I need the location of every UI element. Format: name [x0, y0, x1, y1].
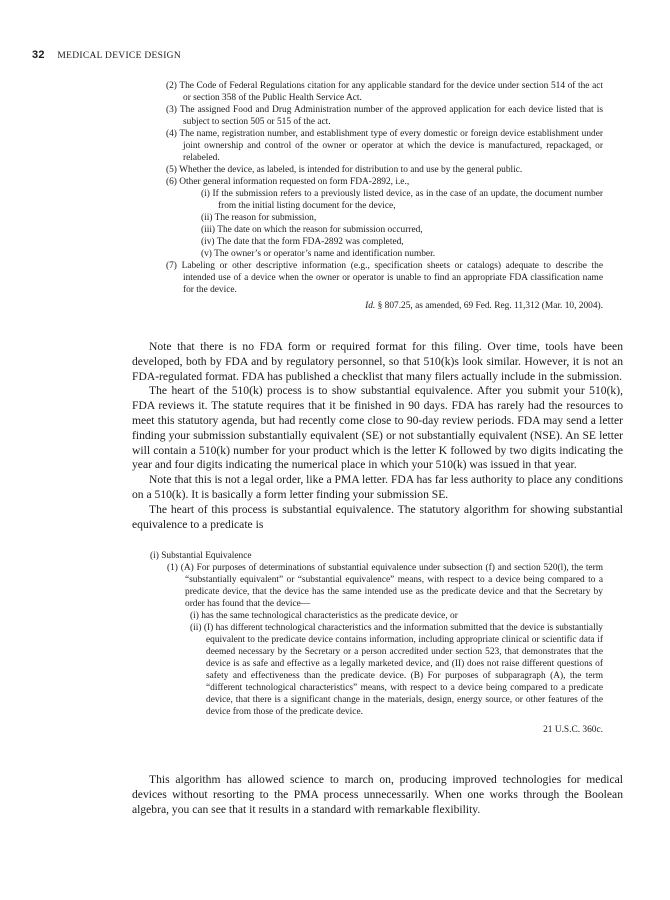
statute-sub-item: (ii) (I) has different technological characteristics and the information submitted that the device is substantially equivalent to the predicate device contains information, including appropriate clinical or scientific data if deemed necessary by the Secretary or a person accredited under section 523, that demonstrates that the device is as safe and effective as a legally marketed device, and (II) does not raise different questions of safety and effectiveness than the predicate device. (B) For purposes of subparagraph (A), the term “different technological characteristics” means, with respect to a device being compared to a predicate device, that there is a significant change in the materials, design, energy source, or other features of the device from those of the predicate device.: [190, 623, 603, 717]
extract-item: (7) Labeling or other descriptive information (e.g., specification sheets or catalogs) adequate to describe the intended use of a device when the owner or operator is unable to find an appropriate FDA classification name for the device.: [166, 261, 603, 295]
statute-citation: 21 U.S.C. 360c.: [543, 725, 603, 735]
statute-title: (i) Substantial Equivalence: [150, 551, 252, 561]
closing-section: [132, 773, 623, 817]
regulation-extract: [166, 80, 603, 321]
extract-sub-item: (i) If the submission refers to a previously listed device, as in the case of an update, the document number from the initial listing document for the device,: [201, 189, 603, 211]
extract-sub-item: (iii) The date on which the reason for submission occurred,: [201, 225, 423, 235]
citation-text: § 807.25, as amended, 69 Fed. Reg. 11,312 (Mar. 10, 2004).: [377, 301, 603, 311]
page-header: [32, 49, 181, 61]
extract-sub-item: (ii) The reason for submission,: [201, 213, 317, 223]
statute-extract: [150, 550, 603, 745]
extract-item: (3) The assigned Food and Drug Administration number of the approved application for each device listed that is subject to section 505 or 515 of the act.: [166, 105, 603, 127]
body-paragraph: This algorithm has allowed science to march on, producing improved technologies for medical devices without resorting to the PMA process unnecessarily. When one works through the Boolean algebra, you can see that it results in a standard with remarkable flexibility.: [132, 773, 623, 816]
running-head: MEDICAL DEVICE DESIGN: [57, 51, 181, 61]
extract-sub-item: (v) The owner’s or operator’s name and identification number.: [201, 249, 436, 259]
extract-citation: [166, 300, 603, 312]
body-paragraph: Note that there is no FDA form or required format for this filing. Over time, tools have been developed, both by FDA and by regulatory personnel, so that 510(k)s look similar. However, it is not an FDA-regulated format. FDA has published a checklist that many filers actually include in the submission.: [132, 340, 623, 383]
body-paragraph: The heart of the 510(k) process is to show substantial equivalence. After you submit your 510(k), FDA reviews it. The statute requires that it be finished in 90 days. FDA has rarely had the resources to meet this statutory agenda, but had recently come close to 90-day review periods. FDA may send a letter finding your submission substantially equivalent (SE) or not substantially equivalent (NSE). An SE letter will contain a 510(k) number for your product which is the letter K followed by two digits indicating the year and four digits indicating the numerical place in which your 510(k) was issued in that year.: [132, 384, 623, 472]
citation-id: Id.: [365, 301, 376, 311]
statute-sub-item: (i) has the same technological characteristics as the predicate device, or: [190, 611, 458, 621]
extract-sub-item: (iv) The date that the form FDA-2892 was completed,: [201, 237, 404, 247]
body-paragraph: Note that this is not a legal order, like a PMA letter. FDA has far less authority to place any conditions on a 510(k). It is basically a form letter finding your submission SE.: [132, 473, 623, 501]
body-paragraph: The heart of this process is substantial equivalence. The statutory algorithm for showing substantial equivalence to a predicate is: [132, 502, 623, 531]
extract-item: (5) Whether the device, as labeled, is intended for distribution to and use by the general public.: [166, 165, 523, 175]
extract-item: (2) The Code of Federal Regulations citation for any applicable standard for the device under section 514 of the act or section 358 of the Public Health Service Act.: [166, 81, 603, 103]
extract-item: (6) Other general information requested on form FDA-2892, i.e.,: [166, 177, 410, 187]
extract-item: (4) The name, registration number, and establishment type of every domestic or foreign device establishment under joint ownership and control of the owner or operator at which the device is manufactured, repackaged, or relabeled.: [166, 129, 603, 163]
statute-item: (1) (A) For purposes of determinations of substantial equivalence under subsection (f) and section 520(l), the term “substantially equivalent” or “substantial equivalence” means, with respect to a device being compared to a predicate device, that the device has the same intended use as the predicate device and that the Secretary by order has found that the device—: [167, 563, 603, 609]
page-number: 32: [32, 49, 45, 61]
body-section: [132, 340, 623, 532]
